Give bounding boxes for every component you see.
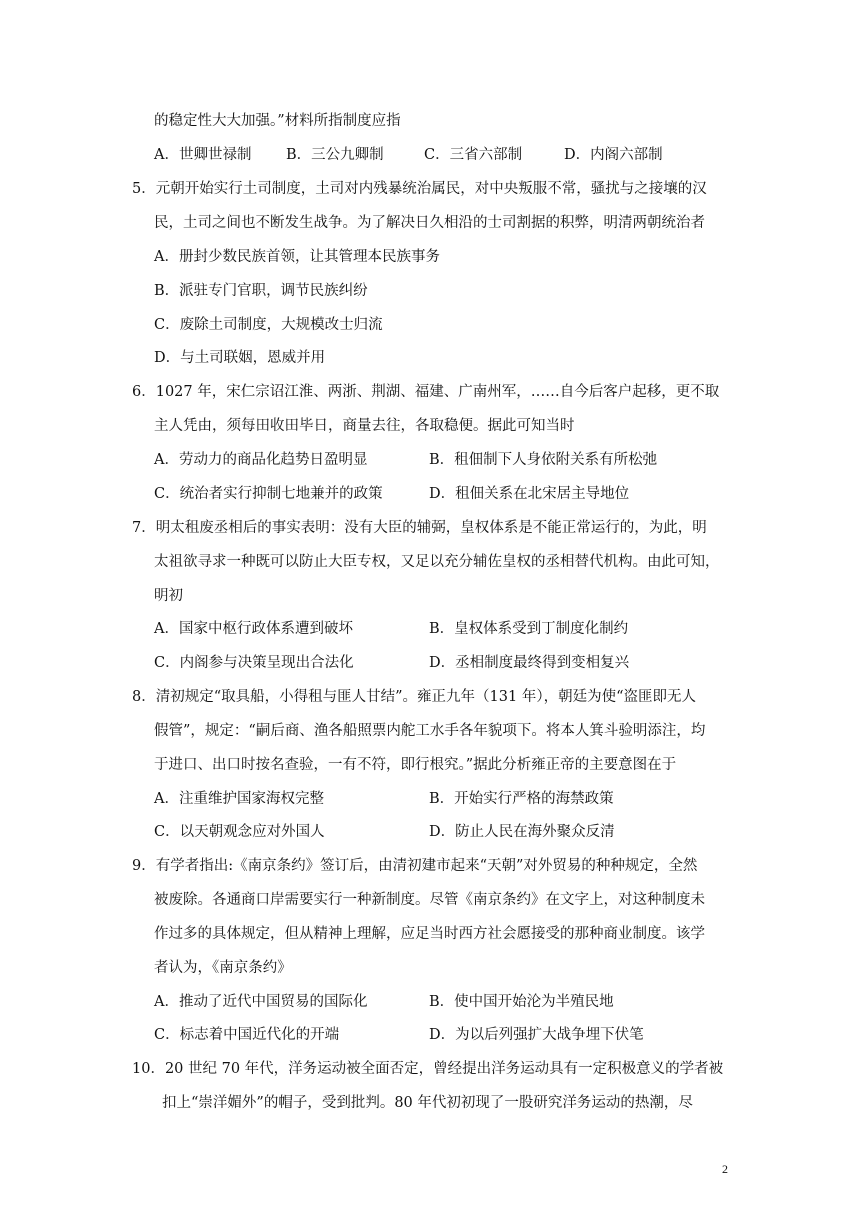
question-8-line: 8．清初规定“取具船，小得租与匪人甘结”。雍正九年（131 年），朝廷为使“盗匪即无人 (132, 689, 696, 705)
option-d: D．与土司联姻，恩威并用 (154, 350, 326, 366)
question-7-line: 7．明太租废丞相后的事实表明：没有大臣的辅弼，皇权体系是不能正常运行的，为此，明 (132, 520, 707, 536)
option-b: B．三公九卿制 (286, 147, 384, 163)
option-d: D．丞相制度最终得到变相复兴 (429, 655, 630, 671)
text-line: 作过多的具体规定，但从精神上理解，应足当时西方社会愿接受的那种商业制度。该学 (154, 926, 705, 942)
text-line: 的稳定性大大加强。”材料所指制度应指 (154, 113, 401, 129)
text-line: 民，土司之间也不断发生战争。为了解决日久相沿的士司割据的积弊，明清两朝统治者 (154, 215, 705, 231)
option-a: A．推动了近代中国贸易的国际化 (154, 994, 368, 1010)
option-d: D．内阁六部制 (564, 147, 663, 163)
question-5-line: 5．元朝开始实行土司制度，土司对内残暴统治属民，对中央叛服不常，骚扰与之接壤的汉 (132, 181, 707, 197)
question-10-line: 10．20 世纪 70 年代，洋务运动被全面否定，曾经提出洋务运动具有一定积极意义的学者被 (132, 1061, 724, 1077)
text-line: 主人凭由，须每田收田毕日，商量去往，各取稳便。据此可知当时 (154, 418, 575, 434)
option-a: A．世卿世禄制 (154, 147, 252, 163)
option-a: A．册封少数民族首领，让其管理本民族事务 (154, 249, 440, 265)
text-line: 扣上“崇洋媚外”的帽子，受到批判。80 年代初初现了一股研究洋务运动的热潮，尽 (162, 1095, 693, 1111)
option-c: C．以天朝观念应对外国人 (154, 824, 325, 840)
option-c: C．三省六部制 (424, 147, 523, 163)
option-b: B．开始实行严格的海禁政策 (429, 791, 614, 807)
option-b: B．派驻专门官职，调节民族纠纷 (154, 283, 368, 299)
option-d: D．防止人民在海外聚众反清 (429, 824, 615, 840)
text-line: 假管”，规定：“嗣后商、渔各船照票内舵工水手各年貌项下。将本人箕斗验明添注，均 (154, 723, 706, 739)
option-a: A．国家中枢行政体系遭到破坏 (154, 621, 353, 637)
option-c: C．标志着中国近代化的开端 (154, 1027, 340, 1043)
option-b: B．皇权体系受到丁制度化制约 (429, 621, 629, 637)
text-line: 太祖欲寻求一种既可以防止大臣专权，又足以充分辅佐皇权的丞相替代机构。由此可知， (154, 554, 720, 570)
option-d: D．租佃关系在北宋居主导地位 (429, 486, 630, 502)
text-line: 明初 (154, 588, 183, 604)
option-b: B．使中国开始沦为半殖民地 (429, 994, 614, 1010)
option-c: C．废除土司制度，大规模改士归流 (154, 317, 383, 333)
option-a: A．注重维护国家海权完整 (154, 791, 324, 807)
option-d: D．为以后列强扩大战争埋下伏笔 (429, 1027, 644, 1043)
page-number: 2 (722, 1162, 728, 1176)
question-9-line: 9．有学者指出:《南京条约》签订后，由清初建市起来“天朝”对外贸易的种种规定，全然 (132, 858, 698, 874)
text-line: 于进口、出口时按名查验，一有不符，即行根究。”据此分析雍正帝的主要意图在于 (154, 757, 677, 773)
option-b: B．租佃制下人身依附关系有所松弛 (429, 452, 658, 468)
option-c: C．内阁参与决策呈现出合法化 (154, 655, 354, 671)
question-6-line: 6．1027 年，宋仁宗诏江淮、两浙、荆湖、福建、广南州军，……自今后客户起移，更不取 (132, 384, 720, 400)
text-line: 被废除。各通商口岸需要实行一种新制度。尽管《南京条约》在文字上，对这种制度未 (154, 892, 705, 908)
text-line: 者认为，《南京条约》 (154, 960, 292, 976)
option-a: A．劳动力的商品化趋势日盈明显 (154, 452, 368, 468)
option-c: C．统治者实行抑制七地兼并的政策 (154, 486, 383, 502)
